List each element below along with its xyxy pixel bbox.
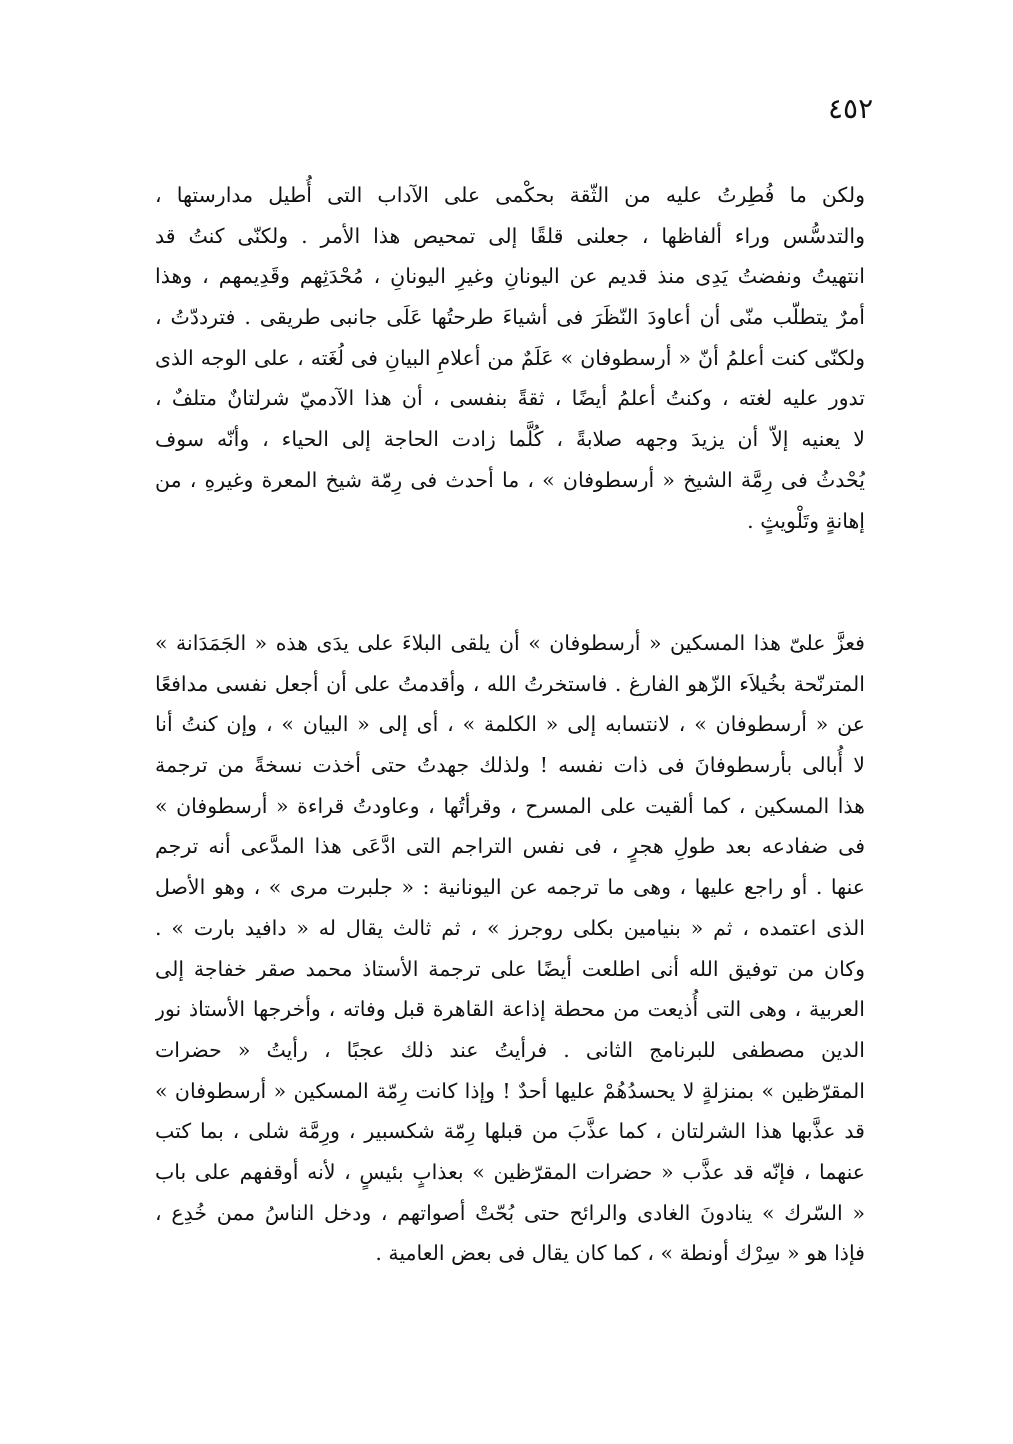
text-line: انتهيتُ ونفضتُ يَدِى منذ قديم عن اليونانِ وغيرِ اليونانِ ، مُحْدَثِهم وقَدِيمهم ، وهذا xyxy=(155,264,865,289)
text-line: العربية ، وهى التى أُذيعت من محطة إذاعة القاهرة قبل وفاته ، وأخرجها الأستاذ نور xyxy=(155,997,865,1022)
text-line: المترنّحة بخُيلاَء الزّهو الفارغ . فاستخرتُ الله ، وأقدمتُ على أن أجعل نفسى مدافعًا xyxy=(155,671,865,696)
text-line: فعزَّ علىّ هذا المسكين « أرسطوفان » أن يلقى البلاءَ على يدَى هذه « الجَمَدَانة » xyxy=(155,631,865,655)
paragraph-2 xyxy=(155,623,865,1274)
page-number: ٤٥٢ xyxy=(828,92,874,125)
text-line: عن « أرسطوفان » ، لانتسابه إلى « الكلمة » ، أى إلى « البيان » ، وإن كنتُ أنا xyxy=(155,712,865,737)
text-line: هذا المسكين ، كما ألقيت على المسرح ، وقرأتُها ، وعاودتُ قراءة « أرسطوفان » xyxy=(155,793,865,818)
text-line: فى ضفادعه بعد طولِ هجرٍ ، فى نفس التراجم التى ادَّعَى هذا المدَّعى أنه ترجم xyxy=(155,834,865,859)
paragraph-1 xyxy=(155,175,865,541)
text-line: قد عذَّبها هذا الشرلتان ، كما عذَّبَ من قبلها رِمّة شكسبير ، ورِمَّة شلى ، بما كتب xyxy=(155,1119,865,1144)
text-line: فإذا هو « سِرْك أونطة » ، كما كان يقال فى بعض العامية . xyxy=(375,1241,865,1266)
text-line: ولكن ما فُطِرتُ عليه من الثّقة بحكْمى على الآداب التى أُطيل مدارستها ، xyxy=(155,183,865,207)
text-line: وكان من توفيق الله أنى اطلعت أيضًا على ترجمة الأستاذ محمد صقر خفاجة إلى xyxy=(155,956,865,981)
text-line: الذى اعتمده ، ثم « بنيامين بكلى روجرز » ، ثم ثالث يقال له « دافيد بارت » . xyxy=(155,915,865,940)
text-line: تدور عليه لغته ، وكنتُ أعلمُ أيضًا ، ثقةً بنفسى ، أن هذا الآدميّ شرلتانٌ متلفٌ ، xyxy=(155,386,865,411)
text-line: الدين مصطفى للبرنامج الثانى . فرأيتُ عند ذلك عجبًا ، رأيتُ « حضرات xyxy=(155,1037,865,1062)
text-line: والتدسُّس وراء ألفاظها ، جعلنى قلقًا إلى تمحيص هذا الأمر . ولكنّى كنتُ قد xyxy=(155,223,865,248)
text-line: ولكنّى كنت أعلمُ أنّ « أرسطوفان » عَلَمٌ من أعلامِ البيانِ فى لُغَته ، على الوجه الذى xyxy=(155,345,865,370)
text-line: أمرٌ يتطلّب منّى أن أعاودَ النّظَرَ فى أشياءَ طرحتُها عَلَى جانبى طريقى . فترددّتُ ، xyxy=(155,305,865,330)
text-line: عنهما ، فإنّه قد عذَّب « حضرات المقرّظين » بعذابٍ بئيسٍ ، لأنه أوقفهم على باب xyxy=(155,1159,865,1184)
text-line: يُحْدثُ فى رِمَّة الشيخ « أرسطوفان » ، ما أحدث فى رِمّة شيخ المعرة وغيرهِ ، من xyxy=(155,467,865,492)
text-line: المقرّظين » بمنزلةٍ لا يحسدُهُمْ عليها أحدٌ ! وإذا كانت رِمّة المسكين « أرسطوفان » xyxy=(155,1078,865,1103)
text-line: لا أُبالى بأرسطوفانَ فى ذات نفسه ! ولذلك جهدتُ حتى أخذت نسخةً من ترجمة xyxy=(155,753,865,778)
text-line: عنها . أو راجع عليها ، وهى ما ترجمه عن اليونانية : « جلبرت مرى » ، وهو الأصل xyxy=(155,875,865,900)
text-line: لا يعنيه إلاّ أن يزيدَ وجهه صلابةً ، كُلَّما زادت الحاجة إلى الحياء ، وأنّه سوف xyxy=(155,427,865,452)
text-line: « السّرك » ينادونَ الغادى والرائح حتى بُحّتْ أصواتهم ، ودخل الناسُ ممن خُدِع ، xyxy=(155,1200,865,1225)
text-line: إهانةٍ وتَلْويثٍ . xyxy=(747,508,865,533)
